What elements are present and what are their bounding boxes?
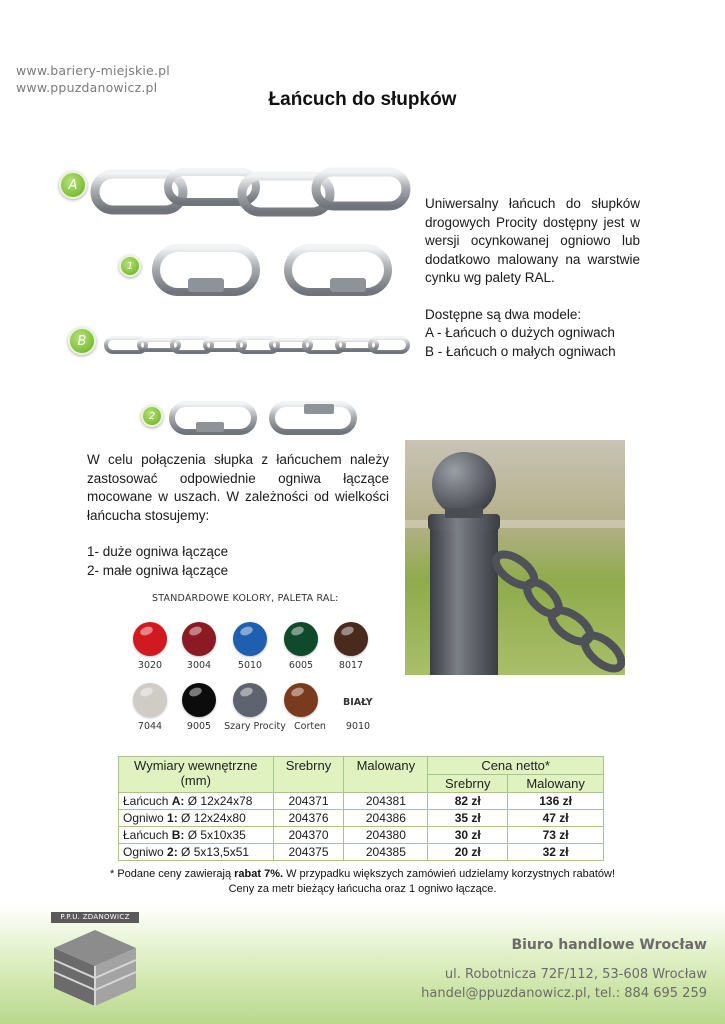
connector-2-image (168, 398, 358, 440)
badge-b: B (68, 327, 96, 355)
row-silver-code: 204376 (273, 810, 344, 827)
color-code-label: 6005 (288, 660, 314, 671)
color-code-label: 8017 (338, 660, 364, 671)
product-description (425, 195, 640, 361)
model-b: B - Łańcuch o małych ogniwach (425, 343, 616, 359)
footnote-line-1: * Podane ceny zawierają rabat 7%. W przypadku większych zamówień udzielamy korzystnych rabatów! (109, 868, 616, 880)
website-link-bariery[interactable]: www.bariery-miejskie.pl (16, 63, 170, 78)
row-price-painted: 136 zł (508, 793, 604, 810)
page-title: Łańcuch do słupków (268, 89, 457, 110)
color-swatch (334, 622, 368, 656)
color-swatch (182, 622, 216, 656)
row-painted-code: 204385 (344, 844, 428, 861)
table-row (119, 827, 604, 844)
header-price-silver: Srebrny (428, 775, 508, 793)
color-swatch (284, 622, 318, 656)
footnote-line-2: Ceny za metr bieżący łańcucha oraz 1 ogniwo łączące. (228, 883, 497, 895)
row-silver-code: 204370 (273, 827, 344, 844)
row-price-painted: 32 zł (508, 844, 604, 861)
connector-1-image (150, 240, 400, 302)
row-silver-code: 204375 (273, 844, 344, 861)
office-contact (421, 965, 707, 1003)
header-silver-code: Srebrny (273, 757, 344, 793)
chain-b-image (103, 330, 413, 360)
color-code-label: 3004 (186, 660, 212, 671)
row-painted-code: 204381 (344, 793, 428, 810)
badge-1: 1 (119, 255, 141, 277)
color-code-label: 3020 (137, 660, 163, 671)
badge-a: A (59, 171, 87, 199)
office-email-phone[interactable]: handel@ppuzdanowicz.pl, tel.: 884 695 259 (421, 986, 707, 1001)
logo-text: P.P.U. ZDANOWICZ (51, 912, 139, 923)
table-row (119, 810, 604, 827)
company-logo (48, 908, 142, 1008)
color-swatch (284, 683, 318, 717)
models-list (425, 306, 640, 362)
table-row (119, 793, 604, 810)
color-code-label: 9005 (186, 721, 212, 732)
row-dimensions: Ogniwo 1: Ø 12x24x80 (119, 810, 274, 827)
price-footnote (0, 867, 725, 897)
row-dimensions: Łańcuch B: Ø 5x10x35 (119, 827, 274, 844)
color-code-label: 9010 (345, 721, 371, 732)
color-swatch (233, 622, 267, 656)
chain-a-image (90, 162, 415, 222)
row-price-painted: 73 zł (508, 827, 604, 844)
models-heading: Dostępne są dwa modele: (425, 306, 582, 322)
office-title: Biuro handlowe Wrocław (511, 937, 707, 953)
badge-2: 2 (141, 405, 163, 427)
connection-text: W celu połączenia słupka z łańcuchem należy zastosować odpowiednie ogniwa łączące mocowane w uszach. W zależności od wielkości łańcucha stosujemy: (87, 452, 389, 523)
row-dimensions: Łańcuch A: Ø 12x24x78 (119, 793, 274, 810)
row-price-silver: 20 zł (428, 844, 508, 861)
white-color-name: BIAŁY (343, 697, 373, 708)
post-photo (405, 440, 625, 675)
website-link-ppuzdanowicz[interactable]: www.ppuzdanowicz.pl (16, 80, 158, 95)
header-price-painted: Malowany (508, 775, 604, 793)
color-code-label: 7044 (137, 721, 163, 732)
header-painted-code: Malowany (344, 757, 428, 793)
row-silver-code: 204371 (273, 793, 344, 810)
row-price-silver: 30 zł (428, 827, 508, 844)
row-price-silver: 82 zł (428, 793, 508, 810)
price-table (118, 756, 604, 861)
color-code-label: 5010 (237, 660, 263, 671)
row-price-painted: 47 zł (508, 810, 604, 827)
row-dimensions: Ogniwo 2: Ø 5x13,5x51 (119, 844, 274, 861)
connector-item-2: 2- małe ogniwa łączące (87, 562, 229, 578)
color-swatch (133, 683, 167, 717)
color-swatch (182, 683, 216, 717)
office-address: ul. Robotnicza 72F/112, 53-608 Wrocław (444, 967, 707, 982)
color-code-label: Corten (294, 721, 326, 732)
color-swatch (233, 683, 267, 717)
row-painted-code: 204380 (344, 827, 428, 844)
row-painted-code: 204386 (344, 810, 428, 827)
table-row (119, 844, 604, 861)
logo-cube-icon (48, 908, 142, 1008)
description-intro: Uniwersalny łańcuch do słupków drogowych Procity dostępny jest w wersji ocynkowanej ogniowo lub dodatkowo malowany na warstwie cynku wg palety RAL. (425, 196, 640, 285)
row-price-silver: 35 zł (428, 810, 508, 827)
header-net-price: Cena netto* (428, 757, 604, 775)
connection-description (87, 451, 389, 580)
color-swatch (133, 622, 167, 656)
model-a: A - Łańcuch o dużych ogniwach (425, 325, 615, 340)
colors-title: STANDARDOWE KOLORY, PALETA RAL: (152, 593, 339, 604)
connector-list (87, 543, 389, 580)
connector-item-1: 1- duże ogniwa łączące (87, 544, 229, 559)
header-dimensions: Wymiary wewnętrzne (mm) (119, 757, 274, 793)
color-code-label: Szary Procity (224, 721, 286, 732)
